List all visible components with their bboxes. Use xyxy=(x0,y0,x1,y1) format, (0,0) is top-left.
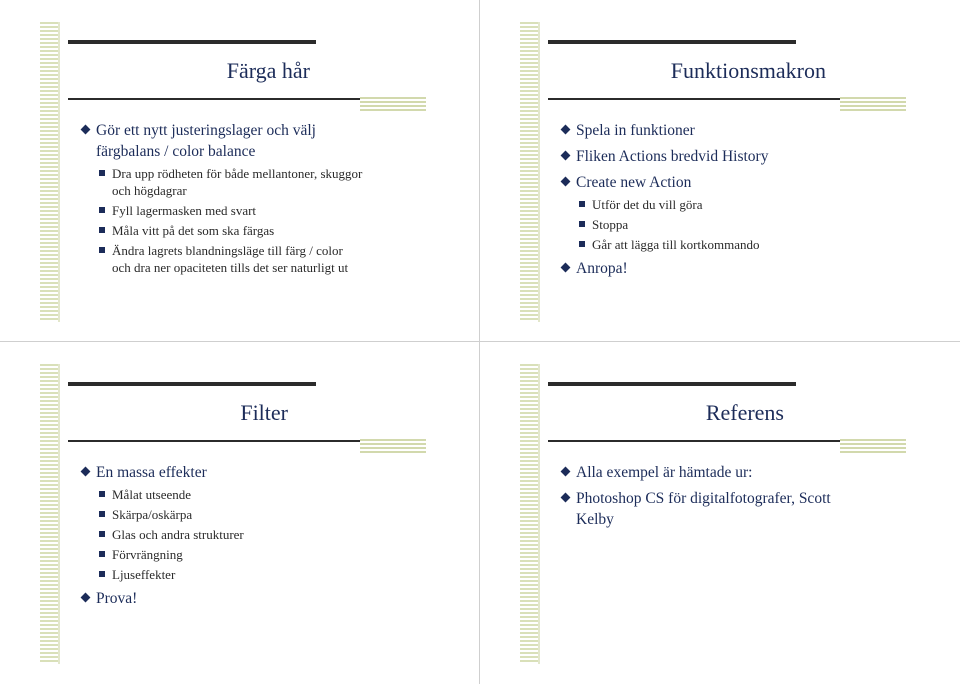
title-underline xyxy=(68,440,360,442)
diamond-bullet-icon xyxy=(81,467,91,477)
slide-farga-har xyxy=(0,0,480,342)
sub-bullet-item: Målat utseende xyxy=(80,486,430,503)
square-bullet-icon xyxy=(99,531,105,537)
sub-bullet-item: Måla vitt på det som ska färgas xyxy=(80,222,430,239)
sub-bullet-item: Skärpa/oskärpa xyxy=(80,506,430,523)
title-accent-block xyxy=(360,439,426,453)
slide-bullets xyxy=(80,120,430,279)
slide-side-stripe xyxy=(520,364,540,664)
bullet-item: Gör ett nytt justeringslager och välj färgbalans / color balance xyxy=(80,120,430,162)
bullet-item: Photoshop CS för digitalfotografer, Scott Kelby xyxy=(560,488,910,530)
square-bullet-icon xyxy=(99,207,105,213)
square-bullet-icon xyxy=(99,170,105,176)
slide-side-stripe xyxy=(40,22,60,322)
slide-referens xyxy=(480,342,960,684)
slide-bullets xyxy=(560,120,910,279)
bullet-item: Alla exempel är hämtade ur: xyxy=(560,462,910,483)
sub-bullet-item: Dra upp rödheten för både mellantoner, skuggor och högdagrar xyxy=(80,165,430,199)
diamond-bullet-icon xyxy=(81,125,91,135)
sub-bullet-item: Utför det du vill göra xyxy=(560,196,910,213)
square-bullet-icon xyxy=(579,221,585,227)
sub-bullet-item: Fyll lagermasken med svart xyxy=(80,202,430,219)
square-bullet-icon xyxy=(99,247,105,253)
sub-bullet-item: Stoppa xyxy=(560,216,910,233)
title-accent-block xyxy=(840,439,906,453)
sub-bullet-item: Ändra lagrets blandningsläge till färg / color och dra ner opaciteten tills det ser naturligt ut xyxy=(80,242,430,276)
square-bullet-icon xyxy=(99,511,105,517)
slide-title: Filter xyxy=(240,400,288,425)
square-bullet-icon xyxy=(99,551,105,557)
bullet-item: En massa effekter xyxy=(80,462,430,483)
diamond-bullet-icon xyxy=(561,263,571,273)
diamond-bullet-icon xyxy=(561,151,571,161)
slide-title: Funktionsmakron xyxy=(670,58,826,83)
slide-top-bar xyxy=(68,382,316,386)
bullet-item: Prova! xyxy=(80,588,430,609)
title-accent-block xyxy=(360,97,426,111)
diamond-bullet-icon xyxy=(561,125,571,135)
slide-title: Färga hår xyxy=(226,58,310,83)
title-underline xyxy=(548,440,840,442)
slide-title: Referens xyxy=(705,400,784,425)
diamond-bullet-icon xyxy=(561,177,571,187)
sub-bullet-item: Förvrängning xyxy=(80,546,430,563)
bullet-item: Create new Action xyxy=(560,172,910,193)
slide-bullets xyxy=(560,462,910,530)
square-bullet-icon xyxy=(99,571,105,577)
slide-filter xyxy=(0,342,480,684)
square-bullet-icon xyxy=(579,241,585,247)
title-accent-block xyxy=(840,97,906,111)
square-bullet-icon xyxy=(579,201,585,207)
sub-bullet-item: Går att lägga till kortkommando xyxy=(560,236,910,253)
title-underline xyxy=(548,98,840,100)
square-bullet-icon xyxy=(99,491,105,497)
diamond-bullet-icon xyxy=(81,593,91,603)
title-underline xyxy=(68,98,360,100)
slide-bullets xyxy=(80,462,430,609)
slide-top-bar xyxy=(68,40,316,44)
slide-funktionsmakron xyxy=(480,0,960,342)
diamond-bullet-icon xyxy=(561,467,571,477)
slide-top-bar xyxy=(548,40,796,44)
slide-top-bar xyxy=(548,382,796,386)
square-bullet-icon xyxy=(99,227,105,233)
sub-bullet-item: Ljuseffekter xyxy=(80,566,430,583)
slide-side-stripe xyxy=(40,364,60,664)
slide-side-stripe xyxy=(520,22,540,322)
bullet-item: Anropa! xyxy=(560,258,910,279)
sub-bullet-item: Glas och andra strukturer xyxy=(80,526,430,543)
bullet-item: Fliken Actions bredvid History xyxy=(560,146,910,167)
bullet-item: Spela in funktioner xyxy=(560,120,910,141)
diamond-bullet-icon xyxy=(561,493,571,503)
